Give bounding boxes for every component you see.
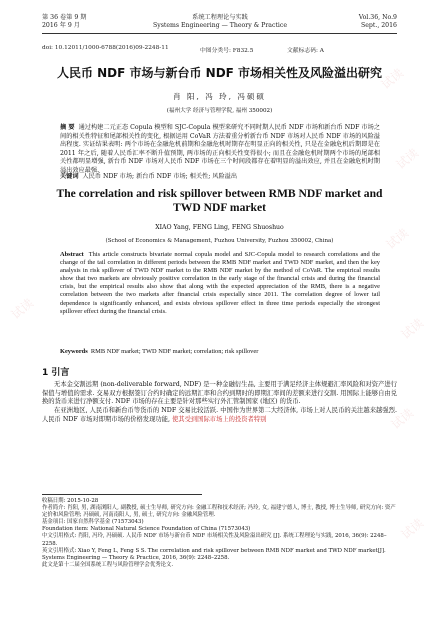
authors-english: XIAO Yang, FENG Ling, FENG Shuoshuo (155, 224, 284, 231)
affiliation-english: (School of Economics & Management, Fuzhou University, Fuzhou 350002, China) (105, 238, 334, 244)
abstract-chinese (60, 124, 380, 176)
intro-paragraph-2 (42, 407, 397, 424)
keywords-text-zh: 人民币 NDF 市场; 新台币 NDF 市场; 相关性; 风险溢出 (82, 173, 238, 180)
affiliation-chinese: (福州大学 经济与管理学院, 福州 350002) (166, 108, 273, 114)
watermark: 试读 (398, 515, 427, 542)
keywords-english (60, 348, 380, 355)
authors-chinese: 肖 阳, 冯 玲, 冯硕硕 (173, 92, 266, 101)
journal-volume-en (320, 14, 397, 30)
watermark: 试读 (383, 225, 412, 252)
footnote-cite-en: 英文引用格式: Xiao Y, Feng L, Feng S S. The correlation and risk spillover between RMB NDF market and TWD NDF market[J]. Systems Engineering — Theory & Practice, 2016, 36(9): 2248–2258. (42, 547, 386, 561)
watermark: 试读 (8, 295, 37, 322)
date-en: Sept., 2016 (361, 22, 397, 29)
keywords-chinese (60, 171, 380, 180)
watermark: 试读 (393, 145, 422, 172)
footnote-fund-zh: 基金项目: 国家自然科学基金 (71573043) (42, 519, 144, 526)
watermark: 试读 (388, 405, 417, 432)
header-rule (42, 33, 397, 34)
volume-en: Vol.36, No.9 (358, 14, 397, 21)
footnote-author-bio: 作者简介: 肖阳, 男, 湖南浏阳人, 副教授, 硕士生导师, 研究方向: 金融工程和技术经济; 冯玲, 女, 福建宁德人, 博士, 教授, 博士生导师, 研究方向: 资产定价和风险管理; 冯硕硕, 河南南阳人, 男, 硕士, 研究方向: 金融风险管理. (42, 505, 396, 519)
watermark: 试读 (378, 65, 407, 92)
keywords-label-en: Keywords (60, 348, 88, 355)
issue-date: 2016 年 9 月 (42, 22, 80, 29)
journal-volume-info (42, 14, 86, 30)
abstract-text-en: This article constructs bivariate normal copula model and SJC-Copula model to research correlations and the change of the tail correlation in different periods between the RMB NDF market and TWD NDF market, and then the key analysis in risk spillover of TWD NDF market to the RMB NDF market by the method of CoVaR. The empirical results show that two markets are obviously positive correlation in the early stage of the financial crisis and during the financial crisis, but the empirical results also show that along with the expected appreciation of the RMB, there is a negative correlation between the two markets after financial crisis especially since 2011. The correlation degree of lower tail dependence is significantly enhanced, and exists obvious spillover effect in three time periods especially the strongest spillover effect during the financial crisis. (60, 251, 380, 315)
keywords-text-en: RMB NDF market; TWD NDF market; correlation; risk spillover (90, 348, 259, 355)
footnote-fund-en: Foundation item: National Natural Science Foundation of China (71573043) (42, 526, 251, 533)
doi[interactable]: doi: 10.12011/1000-6788(2016)09-2248-11 (42, 45, 169, 51)
title-english: The correlation and risk spillover between RMB NDF market and TWD NDF market (56, 187, 383, 214)
title-chinese: 人民币 NDF 市场与新台币 NDF 市场相关性及风险溢出研究 (56, 66, 383, 80)
abstract-label-en: Abstract (60, 251, 84, 258)
abstract-english (60, 251, 380, 316)
footnotes (42, 498, 397, 569)
watermark: 试读 (398, 315, 427, 342)
footnote-received: 收稿日期: 2015-10-28 (42, 498, 99, 504)
section-heading-introduction: 1 引言 (42, 368, 70, 378)
footnote-conference: 此文是第十二届全国系统工程与风险管理学会优秀论文. (42, 561, 174, 568)
intro-paragraph-1: 无本金交割远期 (non-deliverable forward, NDF) 是一种金融衍生品, 主要用于满足经济主体规避汇率风险和对资产进行保值与增值的需求. 交易双方根据签订合约时确定的远期汇率和合约到期时的即期汇率间的差额来进行交割. 用国际上能够自由兑换的货币来进行净额支付. NDF 市场的存在主要是针对那些实行外汇管制国家 (地区) 的货币. (42, 381, 397, 406)
intro-paragraph-2-main: 在亚洲地区, 人民币和新台币等货币的 NDF 交易比较活跃. 中国作为世界第二大经济体, 市场上对人民币的关注越来越强烈. 人民币 NDF 市场对即期市场的价格发现功能, (42, 407, 397, 423)
journal-name-en: Systems Engineering — Theory & Practice (152, 22, 288, 29)
footnote-rule (42, 494, 202, 495)
clc-number: 中图分类号: F832.5 (200, 48, 254, 54)
volume-issue: 第 36 卷第 9 期 (42, 14, 87, 21)
journal-name-zh: 系统工程理论与实践 (192, 14, 248, 21)
document-code: 文献标志码: A (287, 48, 324, 54)
intro-paragraph-2-highlight: 使其受到国际市场上的投资者特别 (171, 415, 267, 423)
journal-name-block (120, 14, 320, 30)
keywords-label-zh: 关键词 (60, 173, 79, 180)
introduction-body (42, 381, 397, 425)
footnote-cite-zh: 中文引用格式: 肖阳, 冯玲, 冯硕硕. 人民币 NDF 市场与新台币 NDF 市场相关性及风险溢出研究 [J]. 系统工程理论与实践, 2016, 36(9): 2248–2258. (42, 533, 387, 547)
abstract-label-zh: 摘 要 (60, 124, 75, 131)
abstract-text-zh: 通过构建二元正态 Copula 模型和 SJC-Copula 模型来研究不同时期人民币 NDF 市场和新台币 NDF 市场之间的相关性特征和尾部相关性的变化, 根据运用 CoVaR 方法着重分析新台币 NDF 市场对人民币 NDF 市场的风险溢出程度. 实证结果表明: 两个市场在金融危机前期和金融危机时期存在明显正向的相关性, 只是在金融危机后期即是在 2011 年之后, 随着人民币汇率不断升值预期, 两市场的正向相关性变得很小; 而且在金融危机时期两个市场的尾部相关性都明显增强, 新台币 NDF 市场对人民币 NDF 市场在三个时间段都存在着明显的溢出效应, 并且在金融危机时期溢出效应最强. (60, 124, 381, 174)
